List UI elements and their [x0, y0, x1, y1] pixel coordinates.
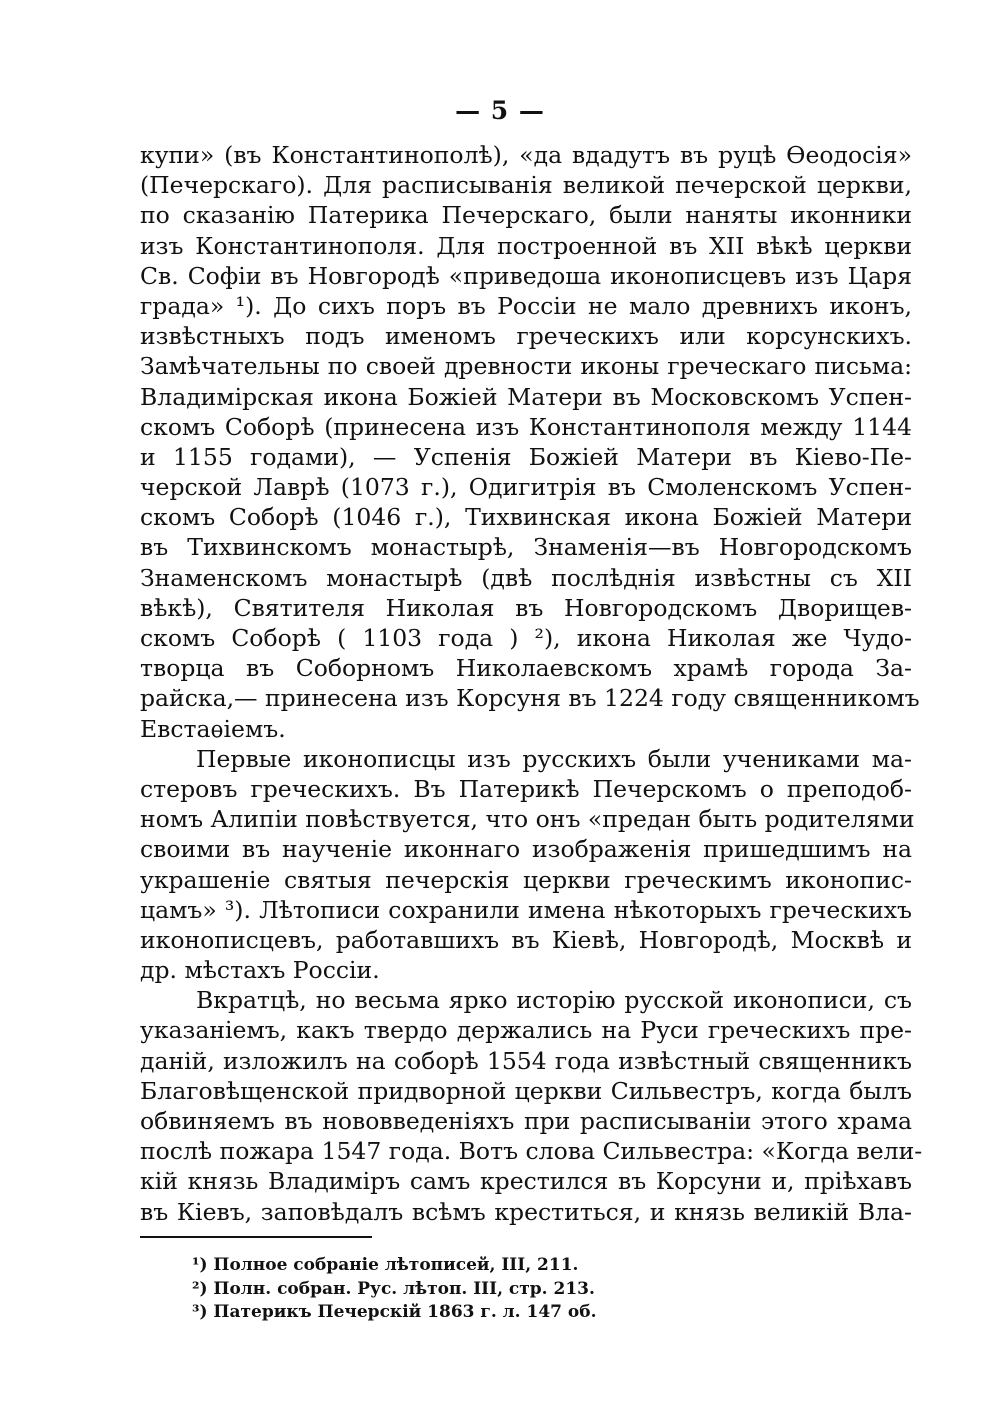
text-line: Владимірская икона Божіей Матери въ Московскомъ Успен-: [140, 382, 912, 411]
paragraph-2: [140, 744, 915, 986]
text-line: Первые иконописцы изъ русскихъ были учениками ма-: [196, 744, 912, 773]
text-line: творца въ Соборномъ Николаевскомъ храмѣ города За-: [140, 654, 912, 683]
text-line: даній, изложилъ на соборѣ 1554 года извѣстный священникъ: [140, 1046, 912, 1075]
text-line: по сказанію Патерика Печерскаго, были наняты иконники: [140, 201, 912, 230]
main-text: [140, 140, 923, 1227]
text-line: иконописцевъ, работавшихъ въ Кіевѣ, Новгородѣ, Москвѣ и: [140, 925, 912, 954]
text-line: извѣстныхъ подъ именомъ греческихъ или корсунскихъ.: [140, 322, 912, 351]
text-line: скомъ Соборѣ (1046 г.), Тихвинская икона Божіей Матери: [140, 503, 912, 532]
footnotes: [192, 1254, 597, 1325]
text-line: послѣ пожара 1547 года. Вотъ слова Сильвестра: «Когда вели-: [140, 1137, 923, 1166]
text-line: цамъ» ³). Лѣтописи сохранили имена нѣкоторыхъ греческихъ: [140, 895, 912, 924]
footnote-1: ¹) Полное собраніе лѣтописей, III, 211.: [192, 1255, 579, 1275]
text-line: райска,— принесена изъ Корсуня въ 1224 году священникомъ: [140, 684, 920, 713]
text-line: града» ¹). До сихъ поръ въ Россіи не мало древнихъ иконъ,: [140, 291, 912, 320]
text-line: указаніемъ, какъ твердо держались на Руси греческихъ пре-: [140, 1016, 912, 1045]
text-line: скомъ Соборѣ (принесена изъ Константинополя между 1144: [140, 412, 912, 441]
text-line: обвиняемъ въ нововведеніяхъ при расписываніи этого храма: [140, 1107, 912, 1135]
text-line: стеровъ греческихъ. Въ Патерикѣ Печерскомъ о преподоб-: [140, 774, 912, 803]
text-line: Евстаѳіемъ.: [140, 714, 286, 743]
text-line: Вкратцѣ, но весьма ярко исторію русской иконописи, съ: [196, 986, 912, 1015]
text-line: украшеніе святыя печерскія церкви греческимъ иконопис-: [140, 865, 912, 894]
text-line: черской Лаврѣ (1073 г.), Одигитрія въ Смоленскомъ Успен-: [140, 473, 912, 502]
text-line: скомъ Соборѣ ( 1103 года ) ²), икона Николая же Чудо-: [140, 624, 912, 652]
text-line: Замѣчательны по своей древности иконы греческаго письма:: [140, 352, 912, 381]
text-line: др. мѣстахъ Россіи.: [140, 956, 380, 985]
text-line: своими въ наученіе иконнаго изображенія пришедшимъ на: [140, 835, 912, 864]
text-line: изъ Константинополя. Для построенной въ XII вѣкѣ церкви: [140, 231, 912, 260]
text-line: номъ Алипіи повѣствуется, что онъ «предан быть родителями: [140, 805, 915, 834]
text-line: Благовѣщенской придворной церкви Сильвестръ, когда былъ: [140, 1076, 912, 1105]
paragraph-1: [140, 140, 920, 744]
text-line: кій князь Владиміръ самъ крестился въ Корсуни и, пріѣхавъ: [140, 1167, 912, 1196]
text-line: (Печерскаго). Для расписыванія великой печерской церкви,: [140, 171, 912, 200]
text-line: и 1155 годами), — Успенія Божіей Матери въ Кіево-Пе-: [140, 442, 912, 471]
text-line: вѣкѣ), Святителя Николая въ Новгородскомъ Дворищев-: [140, 593, 912, 622]
text-line: Знаменскомъ монастырѣ (двѣ послѣднія извѣстны съ XII: [140, 563, 912, 592]
text-line: въ Тихвинскомъ монастырѣ, Знаменія—въ Новгородскомъ: [140, 533, 912, 562]
footnote-3: ³) Патерикъ Печерскій 1863 г. л. 147 об.: [192, 1302, 597, 1322]
text-line: въ Кіевъ, заповѣдалъ всѣмъ креститься, и князь великій Вла-: [140, 1197, 912, 1226]
text-line: купи» (въ Константинополѣ), «да вдадутъ въ руцѣ Ѳеодосія»: [140, 141, 912, 169]
page-number: — 5 —: [455, 96, 545, 125]
text-line: Св. Софіи въ Новгородѣ «приведоша иконописцевъ изъ Царя: [140, 261, 912, 290]
footnote-2: ²) Полн. собран. Рус. лѣтоп. III, стр. 213.: [192, 1278, 595, 1299]
paragraph-3: [140, 985, 923, 1227]
footnote-divider: [140, 1236, 372, 1238]
